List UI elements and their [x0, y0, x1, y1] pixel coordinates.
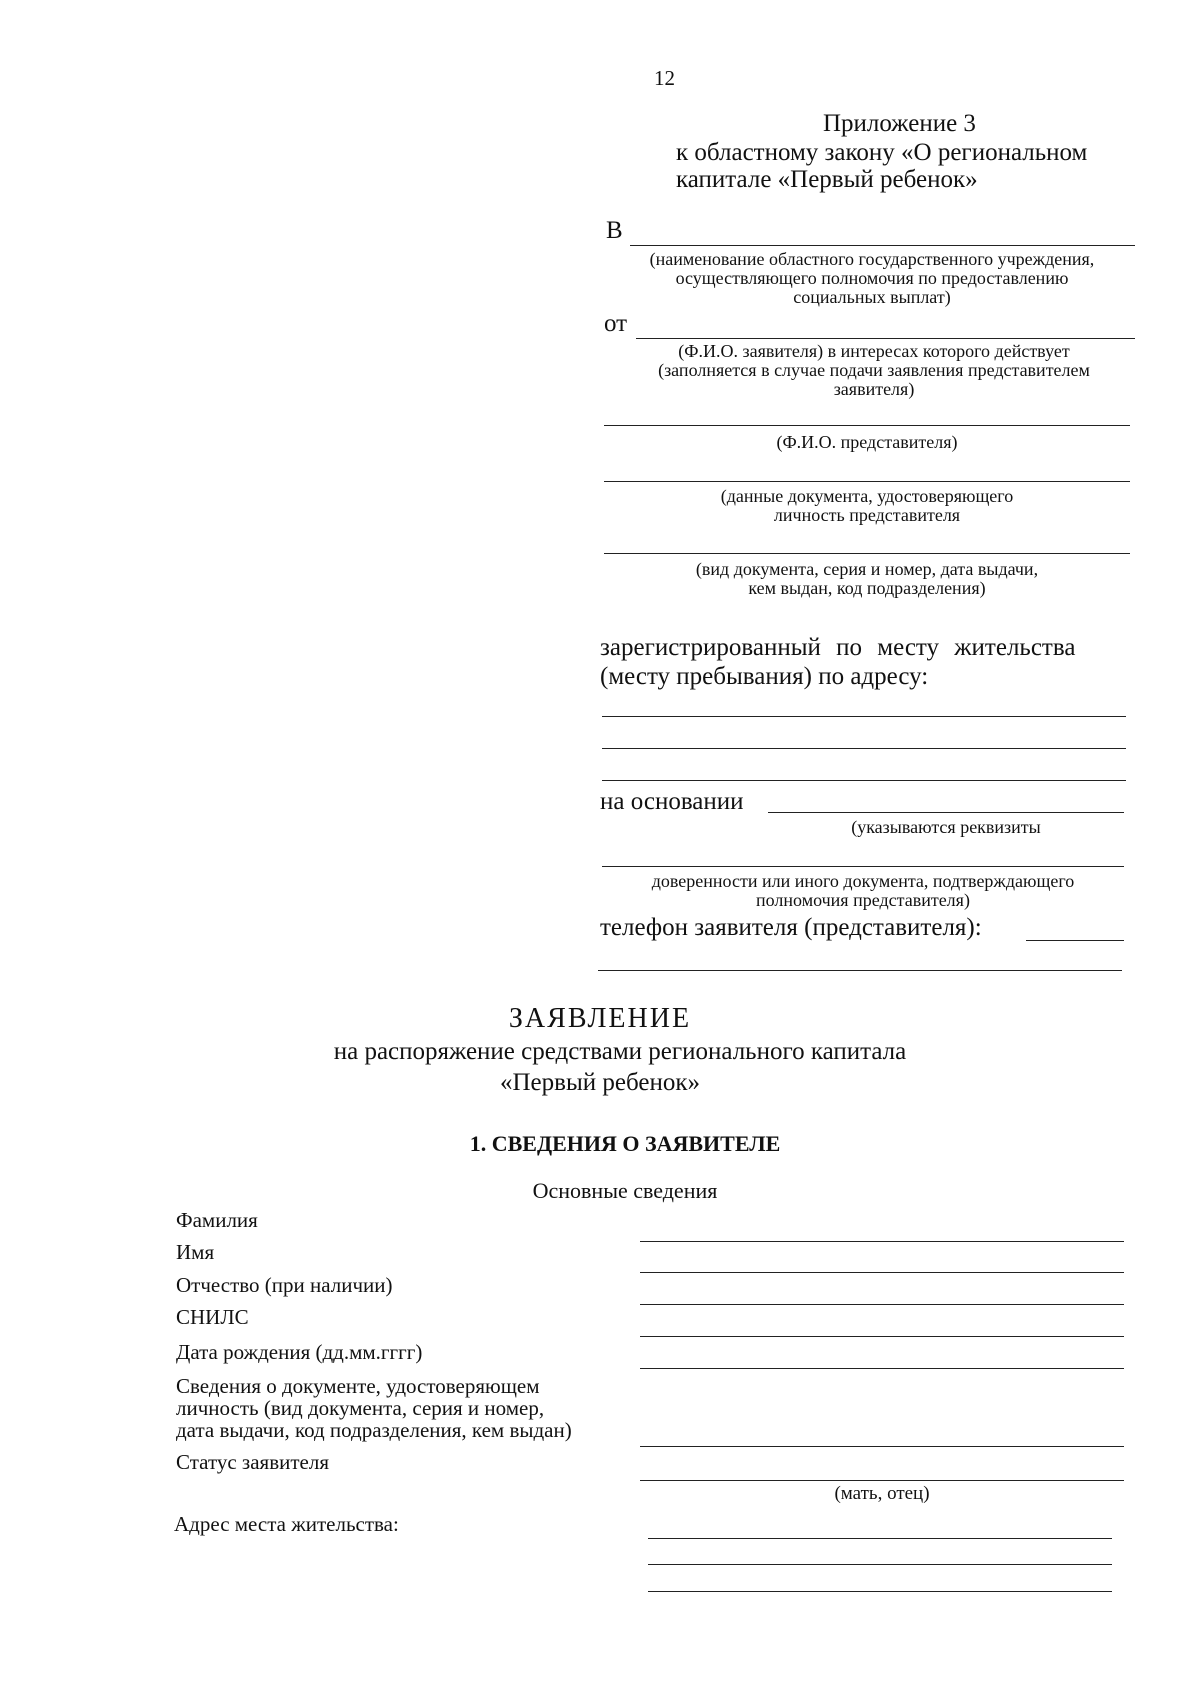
residence-line-2[interactable] [648, 1564, 1112, 1565]
phone-line-2[interactable] [598, 970, 1122, 971]
basis-label: на основании [600, 788, 744, 815]
document-kind-caption-2: кем выдан, код подразделения) [748, 578, 986, 598]
representative-name-line[interactable] [604, 425, 1130, 426]
appendix-line-2: к областному закону «О региональном [676, 139, 1088, 166]
residence-line-1[interactable] [648, 1538, 1112, 1539]
snils-label: СНИЛС [176, 1305, 249, 1329]
representative-name-caption: (Ф.И.О. представителя) [776, 432, 958, 452]
representative-doc-line[interactable] [604, 481, 1130, 482]
basis-caption-2: доверенности или иного документа, подтверждающего [651, 871, 1075, 891]
address-line-1[interactable] [602, 716, 1126, 717]
patronymic-line[interactable] [640, 1304, 1124, 1305]
address-label: Адрес места жительства: [174, 1512, 399, 1536]
to-prefix: В [606, 217, 623, 244]
from-caption-1: (Ф.И.О. заявителя) в интересах которого действует [678, 341, 1070, 361]
birth-date-label: Дата рождения (дд.мм.гггг) [176, 1340, 423, 1364]
name-line[interactable] [640, 1272, 1124, 1273]
from-caption-3: заявителя) [833, 379, 915, 399]
basis-caption: (указываются реквизиты [851, 817, 1041, 837]
to-caption-3: социальных выплат) [793, 287, 951, 307]
statement-subtitle-2: «Первый ребенок» [500, 1069, 700, 1096]
basis-caption-3: полномочия представителя) [756, 890, 970, 910]
basis-line-2[interactable] [602, 866, 1124, 867]
registered-label-1: зарегистрированный по месту жительства [600, 634, 1076, 661]
surname-label: Фамилия [176, 1208, 258, 1232]
appendix-title: Приложение 3 [823, 110, 976, 137]
from-caption-2: (заполняется в случае подачи заявления представителем [658, 360, 1090, 380]
representative-doc-caption-2: личность представителя [773, 505, 961, 525]
status-line[interactable] [640, 1480, 1124, 1481]
section-subheading: Основные сведения [532, 1178, 718, 1203]
status-caption: (мать, отец) [834, 1483, 930, 1504]
from-applicant-line[interactable] [636, 338, 1135, 339]
address-line-3[interactable] [602, 780, 1126, 781]
from-prefix: от [604, 310, 628, 337]
to-caption-1: (наименование областного государственного учреждения, [649, 249, 1095, 269]
phone-line[interactable] [1026, 940, 1124, 941]
name-label: Имя [176, 1240, 215, 1264]
to-institution-line[interactable] [630, 245, 1135, 246]
birth-date-line[interactable] [640, 1368, 1124, 1369]
basis-line[interactable] [768, 812, 1124, 813]
id-doc-label-2: личность (вид документа, серия и номер, [176, 1396, 545, 1420]
id-doc-line[interactable] [640, 1446, 1124, 1447]
patronymic-label: Отчество (при наличии) [176, 1273, 393, 1297]
id-doc-label-3: дата выдачи, код подразделения, кем выдан) [176, 1418, 572, 1442]
appendix-line-3: капитале «Первый ребенок» [676, 166, 978, 193]
residence-line-3[interactable] [648, 1591, 1112, 1592]
page-number: 12 [654, 66, 675, 90]
snils-line[interactable] [640, 1336, 1124, 1337]
document-kind-line[interactable] [604, 553, 1130, 554]
statement-title: ЗАЯВЛЕНИЕ [508, 1003, 692, 1034]
id-doc-label-1: Сведения о документе, удостоверяющем [176, 1374, 540, 1398]
to-caption-2: осуществляющего полномочия по предоставлению [675, 268, 1069, 288]
registered-label-2: (месту пребывания) по адресу: [600, 663, 929, 690]
address-line-2[interactable] [602, 748, 1126, 749]
document-kind-caption-1: (вид документа, серия и номер, дата выдачи, [695, 559, 1039, 579]
representative-doc-caption-1: (данные документа, удостоверяющего [720, 486, 1014, 506]
surname-line[interactable] [640, 1241, 1124, 1242]
section-heading: 1. СВЕДЕНИЯ О ЗАЯВИТЕЛЕ [469, 1131, 781, 1156]
statement-subtitle-1: на распоряжение средствами регионального капитала [333, 1038, 907, 1065]
phone-label: телефон заявителя (представителя): [600, 914, 982, 941]
status-label: Статус заявителя [176, 1450, 329, 1474]
